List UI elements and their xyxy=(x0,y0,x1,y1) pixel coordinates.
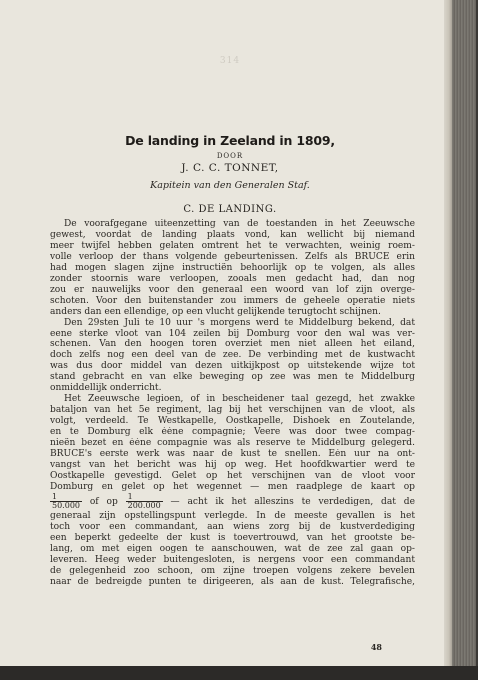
scan-bottom-shadow xyxy=(0,666,478,680)
author-name: J. C. C. TONNET, xyxy=(181,162,279,174)
text-line: schoten. Voor den buitenstander zou immers de geheele operatie niets xyxy=(50,295,415,306)
text-line: schenen. Van den hoogen toren overziet men niet alleen het eiland, xyxy=(50,339,415,350)
text-line: leveren. Heeg weder buitengesloten, is nergens voor een commandant xyxy=(50,554,415,565)
text-line: generaal zijn opstellingspunt verlegde. In de meeste gevallen is het xyxy=(50,510,415,521)
section-heading: C. DE LANDING. xyxy=(183,204,277,215)
text-line: eene sterke vloot van 104 zeilen bij Domburg voor den wal was ver- xyxy=(50,328,415,339)
text-line: was dus door middel van dezen uitkijkpost op uitstekende wijze tot xyxy=(50,361,415,372)
text-line: een beperkt gedeelte der kust is toevertrouwd, van het grootste be- xyxy=(50,532,415,543)
text-line: had mogen slagen zijne instructiën behoorlijk op te volgen, als alles xyxy=(50,262,415,273)
text-line: Het Zeeuwsche legioen, of in bescheidener taal gezegd, het zwakke xyxy=(64,394,415,405)
text-line: Domburg en gelet op het wegennet — men raadplege de kaart op xyxy=(50,481,415,492)
fraction-one: $\frac{1}{50.000}$ xyxy=(52,492,80,510)
folio-number: 48 xyxy=(370,642,382,652)
text-line: stand gebracht en van elke beweging op zee was men te Middelburg xyxy=(50,372,415,383)
article-title: De landing in Zeeland in 1809, xyxy=(125,133,335,148)
fraction-two: $\frac{1}{200.000}$ xyxy=(127,492,161,510)
text-line: vangst van het bericht was hij op weg. Het hoofdkwartier werd te xyxy=(50,459,415,470)
fraction-connector: of op xyxy=(89,496,118,507)
text-line: meer twijfel hebben gelaten omtrent het te verwachten, weinig roem- xyxy=(50,240,415,251)
text-line: anders dan een ellendige, op een vlucht gelijkende terugtocht schijnen. xyxy=(50,306,381,317)
text-line: BRUCE's eerste werk was naar de kust te snellen. Eén uur na ont- xyxy=(50,449,415,460)
text-line: De voorafgegane uiteenzetting van de toestanden in het Zeeuwsche xyxy=(64,219,415,229)
text-line: gewest, voordat de landing plaats vond, kan wellicht bij niemand xyxy=(50,229,415,240)
text-line: Oostkapelle gevestigd. Gelet op het verschijnen van de vloot voor xyxy=(50,470,415,481)
text-line: naar de bedreigde punten te dirigeeren, als aan de kust. Telegrafische, xyxy=(50,576,415,587)
running-page-number: 314 xyxy=(219,56,241,66)
text-line: volle verloop der thans volgende gebeurtenissen. Zelfs als BRUCE erin xyxy=(50,251,415,262)
byline-door: DOOR xyxy=(216,152,244,160)
text-line: bataljon van het 5e regiment, lag bij het verschijnen van de vloot, als xyxy=(50,405,415,416)
author-role: Kapitein van den Generalen Staf. xyxy=(150,180,310,191)
text-line: zonder stoornis ware verloopen, zooals men gedacht had, dan nog xyxy=(50,273,415,284)
text-line: volgt, verdeeld. Te Westkapelle, Oostkapelle, Dishoek en Zoutelande, xyxy=(50,416,415,427)
text-line-with-fractions xyxy=(50,493,415,511)
text-line: lang, om met eigen oogen te aanschouwen, wat de zee zal gaan op- xyxy=(50,543,415,554)
text-line: de gelegenheid zoo schoon, om zijne troepen volgens zekere bevelen xyxy=(50,565,415,576)
page-curl-shadow xyxy=(444,0,452,666)
text-line: Den 29sten Juli te 10 uur 's morgens werd te Middelburg bekend, dat xyxy=(64,317,415,328)
text-line: toch voor een commandant, aan wiens zorg bij de kustverdediging xyxy=(50,521,415,532)
text-line: en te Domburg elk ééne compagnie; Veere was door twee compag- xyxy=(50,427,415,438)
book-page-edges xyxy=(452,0,476,680)
text-line: nieën bezet en ééne compagnie was als reserve te Middelburg gelegerd. xyxy=(50,438,415,449)
text-line-remainder: — acht ik het alleszins te verdedigen, dat de xyxy=(170,496,415,507)
text-line: doch zelfs nog een deel van de zee. De verbinding met de kustwacht xyxy=(50,350,415,361)
body-text xyxy=(50,219,415,588)
text-line: onmiddellijk onderricht. xyxy=(50,383,162,394)
text-line: zou er nauwelijks voor den generaal een woord van lof zijn overge- xyxy=(50,284,415,295)
